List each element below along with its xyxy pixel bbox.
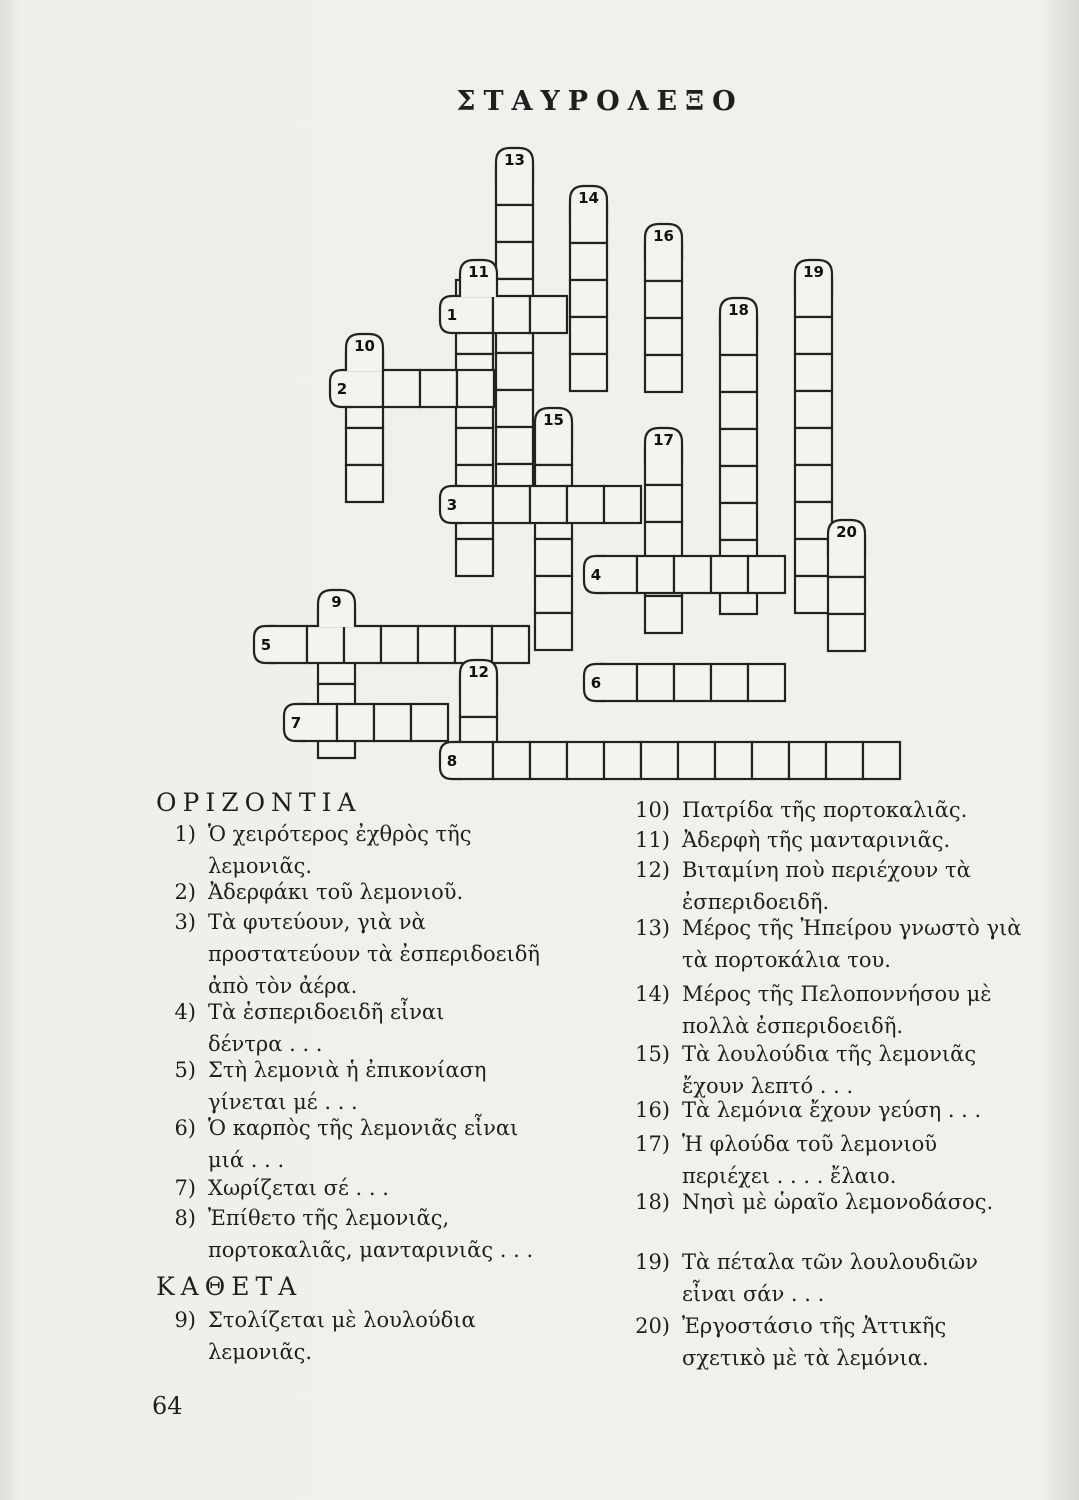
clue-text: Ἐργοστάσιο τῆς Ἀττικῆς σχετικὸ μὲ τὰ λεμόνια.	[682, 1314, 947, 1370]
clue-number: 14)	[635, 982, 670, 1006]
clue-number: 4)	[174, 1000, 196, 1024]
clue-number-label: 3	[446, 496, 458, 514]
clue-number: 20)	[635, 1314, 670, 1338]
clue-number-badge	[584, 664, 606, 701]
clue-number-label: 5	[260, 636, 272, 654]
grid-cell[interactable]	[535, 576, 572, 613]
grid-cell[interactable]	[795, 465, 832, 502]
clue-number: 15)	[635, 1042, 670, 1066]
clue-number-badge	[645, 224, 682, 261]
clue-number-badge	[570, 186, 607, 223]
grid-cell[interactable]	[418, 626, 455, 663]
clue-number-label: 8	[446, 752, 458, 770]
grid-cell[interactable]	[715, 742, 752, 779]
grid-cell[interactable]	[752, 742, 789, 779]
grid-cell[interactable]	[493, 742, 530, 779]
grid-cell[interactable]	[637, 556, 674, 593]
clue-number: 10)	[635, 798, 670, 822]
clue-number: 19)	[635, 1250, 670, 1274]
clue-number: 1)	[174, 822, 196, 846]
clue-text: Βιταμίνη ποὺ περιέχουν τὰ ἐσπεριδοειδῆ.	[682, 858, 971, 914]
clue-text: Ἀδερφάκι τοῦ λεμονιοῦ.	[208, 880, 464, 904]
across-heading: ΟΡΙΖΟΝΤΙΑ	[156, 788, 362, 817]
clue-number: 7)	[174, 1176, 196, 1200]
clue-across-1	[150, 818, 570, 882]
grid-cell[interactable]	[570, 354, 607, 391]
grid-cell[interactable]	[863, 742, 900, 779]
grid-cell[interactable]	[645, 596, 682, 633]
clue-text: Ὁ χειρότερος ἐχθρὸς τῆς λεμονιᾶς.	[208, 822, 472, 878]
clue-number-label: 7	[290, 714, 302, 732]
grid-cell[interactable]	[493, 296, 530, 333]
grid-cell[interactable]	[530, 742, 567, 779]
clue-text: Ἐπίθετο τῆς λεμονιᾶς, πορτοκαλιᾶς, μανταρινιᾶς . . .	[208, 1206, 534, 1262]
clue-across-5	[150, 1054, 570, 1118]
clue-down-15	[624, 1038, 1054, 1102]
page-number: 64	[152, 1392, 183, 1420]
grid-cell[interactable]	[411, 704, 448, 741]
grid-cell[interactable]	[535, 539, 572, 576]
grid-cell[interactable]	[720, 466, 757, 503]
grid-cell[interactable]	[795, 391, 832, 428]
clue-number: 3)	[174, 910, 196, 934]
clue-text: Μέρος τῆς Ἠπείρου γνωστὸ γιὰ τὰ πορτοκάλια του.	[682, 916, 1022, 972]
grid-cell[interactable]	[493, 486, 530, 523]
clue-down-14	[624, 978, 1054, 1042]
clue-down-19	[624, 1246, 1054, 1310]
grid-cell[interactable]	[535, 613, 572, 650]
grid-cell[interactable]	[346, 465, 383, 502]
grid-cell[interactable]	[795, 317, 832, 354]
grid-cell[interactable]	[496, 242, 533, 279]
clue-down-10	[624, 794, 1054, 826]
clue-text: Ἀδερφὴ τῆς μανταρινιᾶς.	[682, 828, 951, 852]
clue-number-label: 18	[728, 301, 749, 319]
clue-number: 18)	[635, 1190, 670, 1214]
clue-number: 11)	[635, 828, 670, 852]
clue-number: 12)	[635, 858, 670, 882]
grid-cell[interactable]	[570, 317, 607, 354]
clue-text: Μέρος τῆς Πελοποννήσου μὲ πολλὰ ἐσπεριδοειδῆ.	[682, 982, 992, 1038]
clue-down-17	[624, 1128, 1054, 1192]
clue-number-badge	[284, 704, 306, 741]
clue-across-3	[150, 906, 570, 1002]
clue-number-badge	[460, 660, 497, 697]
clue-down-20	[624, 1310, 1054, 1374]
grid-cell[interactable]	[795, 576, 832, 613]
clue-number-badge	[318, 590, 355, 627]
clue-number-badge	[440, 742, 462, 779]
clue-text: Ὁ καρπὸς τῆς λεμονιᾶς εἶναι μιά . . .	[208, 1116, 519, 1172]
clue-number-label: 15	[543, 411, 564, 429]
clue-number: 13)	[635, 916, 670, 940]
grid-cell[interactable]	[492, 626, 529, 663]
clue-number-badge	[330, 370, 352, 407]
grid-cell[interactable]	[637, 664, 674, 701]
grid-cell[interactable]	[496, 427, 533, 464]
clue-number-badge	[440, 296, 462, 333]
clue-number: 17)	[635, 1132, 670, 1156]
clue-down-11	[624, 824, 1054, 856]
clue-down-9	[150, 1304, 570, 1368]
clue-across-7	[150, 1172, 570, 1204]
down-heading: ΚΑΘΕΤΑ	[156, 1272, 303, 1301]
clue-number-badge	[645, 428, 682, 465]
grid-cell[interactable]	[795, 428, 832, 465]
grid-cell[interactable]	[645, 355, 682, 392]
grid-cell[interactable]	[720, 355, 757, 392]
grid-cell[interactable]	[674, 664, 711, 701]
clue-text: Τὰ ἐσπεριδοειδῆ εἶναι δέντρα . . .	[208, 1000, 445, 1056]
clue-across-2	[150, 876, 570, 908]
grid-cell[interactable]	[496, 353, 533, 390]
clue-number-badge	[346, 334, 383, 371]
clue-text: Νησὶ μὲ ὡραῖο λεμονοδάσος.	[682, 1190, 994, 1214]
grid-cell[interactable]	[307, 626, 344, 663]
grid-cell[interactable]	[530, 296, 567, 333]
clue-number-label: 12	[468, 663, 489, 681]
grid-cell[interactable]	[795, 502, 832, 539]
grid-cell[interactable]	[457, 370, 494, 407]
clue-number-label: 13	[504, 151, 525, 169]
clue-number-label: 14	[578, 189, 599, 207]
grid-cell[interactable]	[455, 626, 492, 663]
grid-cell[interactable]	[567, 742, 604, 779]
clue-text: Ἡ φλούδα τοῦ λεμονιοῦ περιέχει . . . . ἔλαιο.	[682, 1132, 938, 1188]
clue-down-18	[624, 1186, 1054, 1250]
clue-number-label: 4	[590, 566, 602, 584]
clue-number-label: 19	[803, 263, 824, 281]
clue-number-badge	[496, 148, 533, 185]
grid-cell[interactable]	[641, 742, 678, 779]
clue-number: 16)	[635, 1098, 670, 1122]
grid-cell[interactable]	[344, 626, 381, 663]
grid-cell[interactable]	[567, 486, 604, 523]
clue-text: Τὰ λεμόνια ἔχουν γεύση . . .	[682, 1098, 982, 1122]
clue-across-4	[150, 996, 570, 1060]
clue-number-badge	[720, 298, 757, 335]
clue-number-badge	[535, 408, 572, 445]
grid-cell[interactable]	[496, 205, 533, 242]
clue-number-label: 11	[468, 263, 489, 281]
clue-number-label: 20	[836, 523, 857, 541]
grid-cell[interactable]	[720, 503, 757, 540]
grid-cell[interactable]	[530, 486, 567, 523]
clue-number: 2)	[174, 880, 196, 904]
grid-cell[interactable]	[604, 486, 641, 523]
clue-text: Χωρίζεται σέ . . .	[208, 1176, 389, 1200]
grid-cell[interactable]	[496, 390, 533, 427]
clue-number-label: 17	[653, 431, 674, 449]
clue-number-badge	[254, 626, 276, 663]
clue-text: Στολίζεται μὲ λουλούδια λεμονιᾶς.	[208, 1308, 476, 1364]
clue-number-badge	[795, 260, 832, 297]
clue-number-label: 6	[590, 674, 602, 692]
clue-across-6	[150, 1112, 570, 1176]
clue-number-label: 2	[336, 380, 348, 398]
clue-number-label: 1	[446, 306, 458, 324]
clue-number: 5)	[174, 1058, 196, 1082]
clue-text: Πατρίδα τῆς πορτοκαλιᾶς.	[682, 798, 968, 822]
grid-cell[interactable]	[789, 742, 826, 779]
clue-number-label: 10	[354, 337, 375, 355]
grid-cell[interactable]	[678, 742, 715, 779]
grid-cell[interactable]	[748, 664, 785, 701]
clue-across-8	[150, 1202, 570, 1266]
clue-text: Στὴ λεμονιὰ ἡ ἐπικονίαση γίνεται μέ . . .	[208, 1058, 487, 1114]
clue-number: 8)	[174, 1206, 196, 1230]
grid-cell[interactable]	[720, 429, 757, 466]
grid-cell[interactable]	[383, 370, 420, 407]
grid-cell[interactable]	[795, 354, 832, 391]
clue-text: Τὰ φυτεύουν, γιὰ νὰ προστατεύουν τὰ ἐσπεριδοειδῆ ἀπὸ τὸν ἀέρα.	[208, 910, 541, 998]
grid-cell[interactable]	[645, 318, 682, 355]
grid-cell[interactable]	[826, 742, 863, 779]
grid-cell[interactable]	[828, 614, 865, 651]
grid-cell[interactable]	[711, 556, 748, 593]
grid-cell[interactable]	[456, 428, 493, 465]
grid-cell[interactable]	[645, 485, 682, 522]
clue-down-16	[624, 1094, 1054, 1126]
clue-number-label: 16	[653, 227, 674, 245]
clue-number-label: 9	[331, 593, 342, 611]
page-title: ΣΤΑΥΡΟΛΕΞΟ	[456, 86, 744, 117]
clue-number: 9)	[174, 1308, 196, 1332]
grid-cell[interactable]	[645, 522, 682, 559]
clue-number: 6)	[174, 1116, 196, 1140]
clue-number-badge	[584, 556, 606, 593]
grid-cell[interactable]	[674, 556, 711, 593]
clue-down-12	[624, 854, 1054, 918]
clue-number-badge	[460, 260, 497, 297]
grid-cell[interactable]	[456, 539, 493, 576]
clue-down-13	[624, 912, 1054, 976]
grid-cell[interactable]	[381, 626, 418, 663]
grid-cell[interactable]	[748, 556, 785, 593]
grid-cell[interactable]	[645, 281, 682, 318]
grid-cell[interactable]	[795, 539, 832, 576]
clue-number-badge	[440, 486, 462, 523]
clue-text: Τὰ πέταλα τῶν λουλουδιῶν εἶναι σάν . . .	[682, 1250, 978, 1306]
grid-cell[interactable]	[570, 243, 607, 280]
grid-cell[interactable]	[420, 370, 457, 407]
clue-number-badge	[828, 520, 865, 557]
grid-cell[interactable]	[570, 280, 607, 317]
grid-cell[interactable]	[828, 577, 865, 614]
grid-cell[interactable]	[374, 704, 411, 741]
grid-cell[interactable]	[337, 704, 374, 741]
grid-cell[interactable]	[711, 664, 748, 701]
clue-text: Τὰ λουλούδια τῆς λεμονιᾶς ἔχουν λεπτό . . .	[682, 1042, 977, 1098]
grid-cell[interactable]	[720, 392, 757, 429]
grid-cell[interactable]	[346, 428, 383, 465]
grid-cell[interactable]	[604, 742, 641, 779]
